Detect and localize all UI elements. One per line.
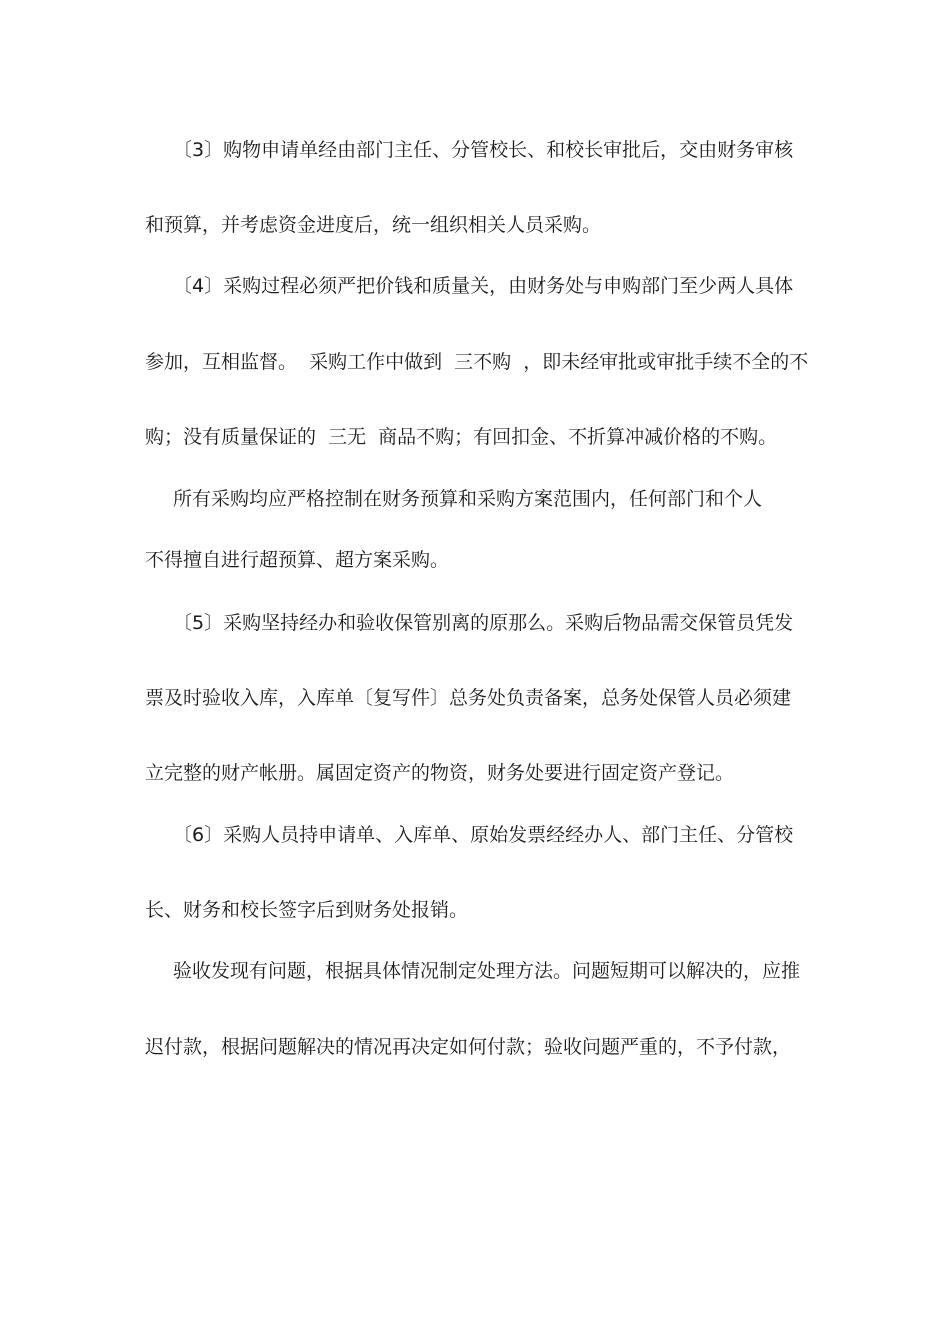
paragraph-4-line-3: 购；没有质量保证的 三无 商品不购；有回扣金、不折算冲减价格的不购。 <box>145 426 778 448</box>
paragraph-6-line-2: 长、财务和校长签字后到财务处报销。 <box>145 899 469 921</box>
paragraph-5-line-1: 〔5〕采购坚持经办和验收保管别离的原那么。采购后物品需交保管员凭发 <box>173 612 794 634</box>
budget-paragraph-line-1: 所有采购均应严格控制在财务预算和采购方案范围内，任何部门和个人 <box>173 488 763 510</box>
inspection-paragraph-line-2: 迟付款，根据问题解决的情况再决定如何付款；验收问题严重的，不予付款， <box>145 1036 792 1058</box>
paragraph-4-line-2: 参加，互相监督。 采购工作中做到 三不购 ，即未经审批或审批手续不全的不 <box>145 351 809 373</box>
paragraph-5-line-2: 票及时验收入库，入库单〔复写件〕总务处负责备案，总务处保管人员必须建 <box>145 687 792 709</box>
paragraph-3-line-1: 〔3〕购物申请单经由部门主任、分管校长、和校长审批后，交由财务审核 <box>173 139 794 161</box>
paragraph-5-line-3: 立完整的财产帐册。属固定资产的物资，财务处要进行固定资产登记。 <box>145 762 735 784</box>
inspection-paragraph-line-1: 验收发现有问题，根据具体情况制定处理方法。问题短期可以解决的，应推 <box>173 960 801 982</box>
paragraph-4-line-1: 〔4〕采购过程必须严把价钱和质量关，由财务处与申购部门至少两人具体 <box>173 275 794 297</box>
budget-paragraph-line-2: 不得擅自进行超预算、超方案采购。 <box>145 549 450 571</box>
paragraph-3-line-2: 和预算，并考虑资金进度后，统一组织相关人员采购。 <box>145 214 602 236</box>
paragraph-6-line-1: 〔6〕采购人员持申请单、入库单、原始发票经经办人、部门主任、分管校 <box>173 824 794 846</box>
